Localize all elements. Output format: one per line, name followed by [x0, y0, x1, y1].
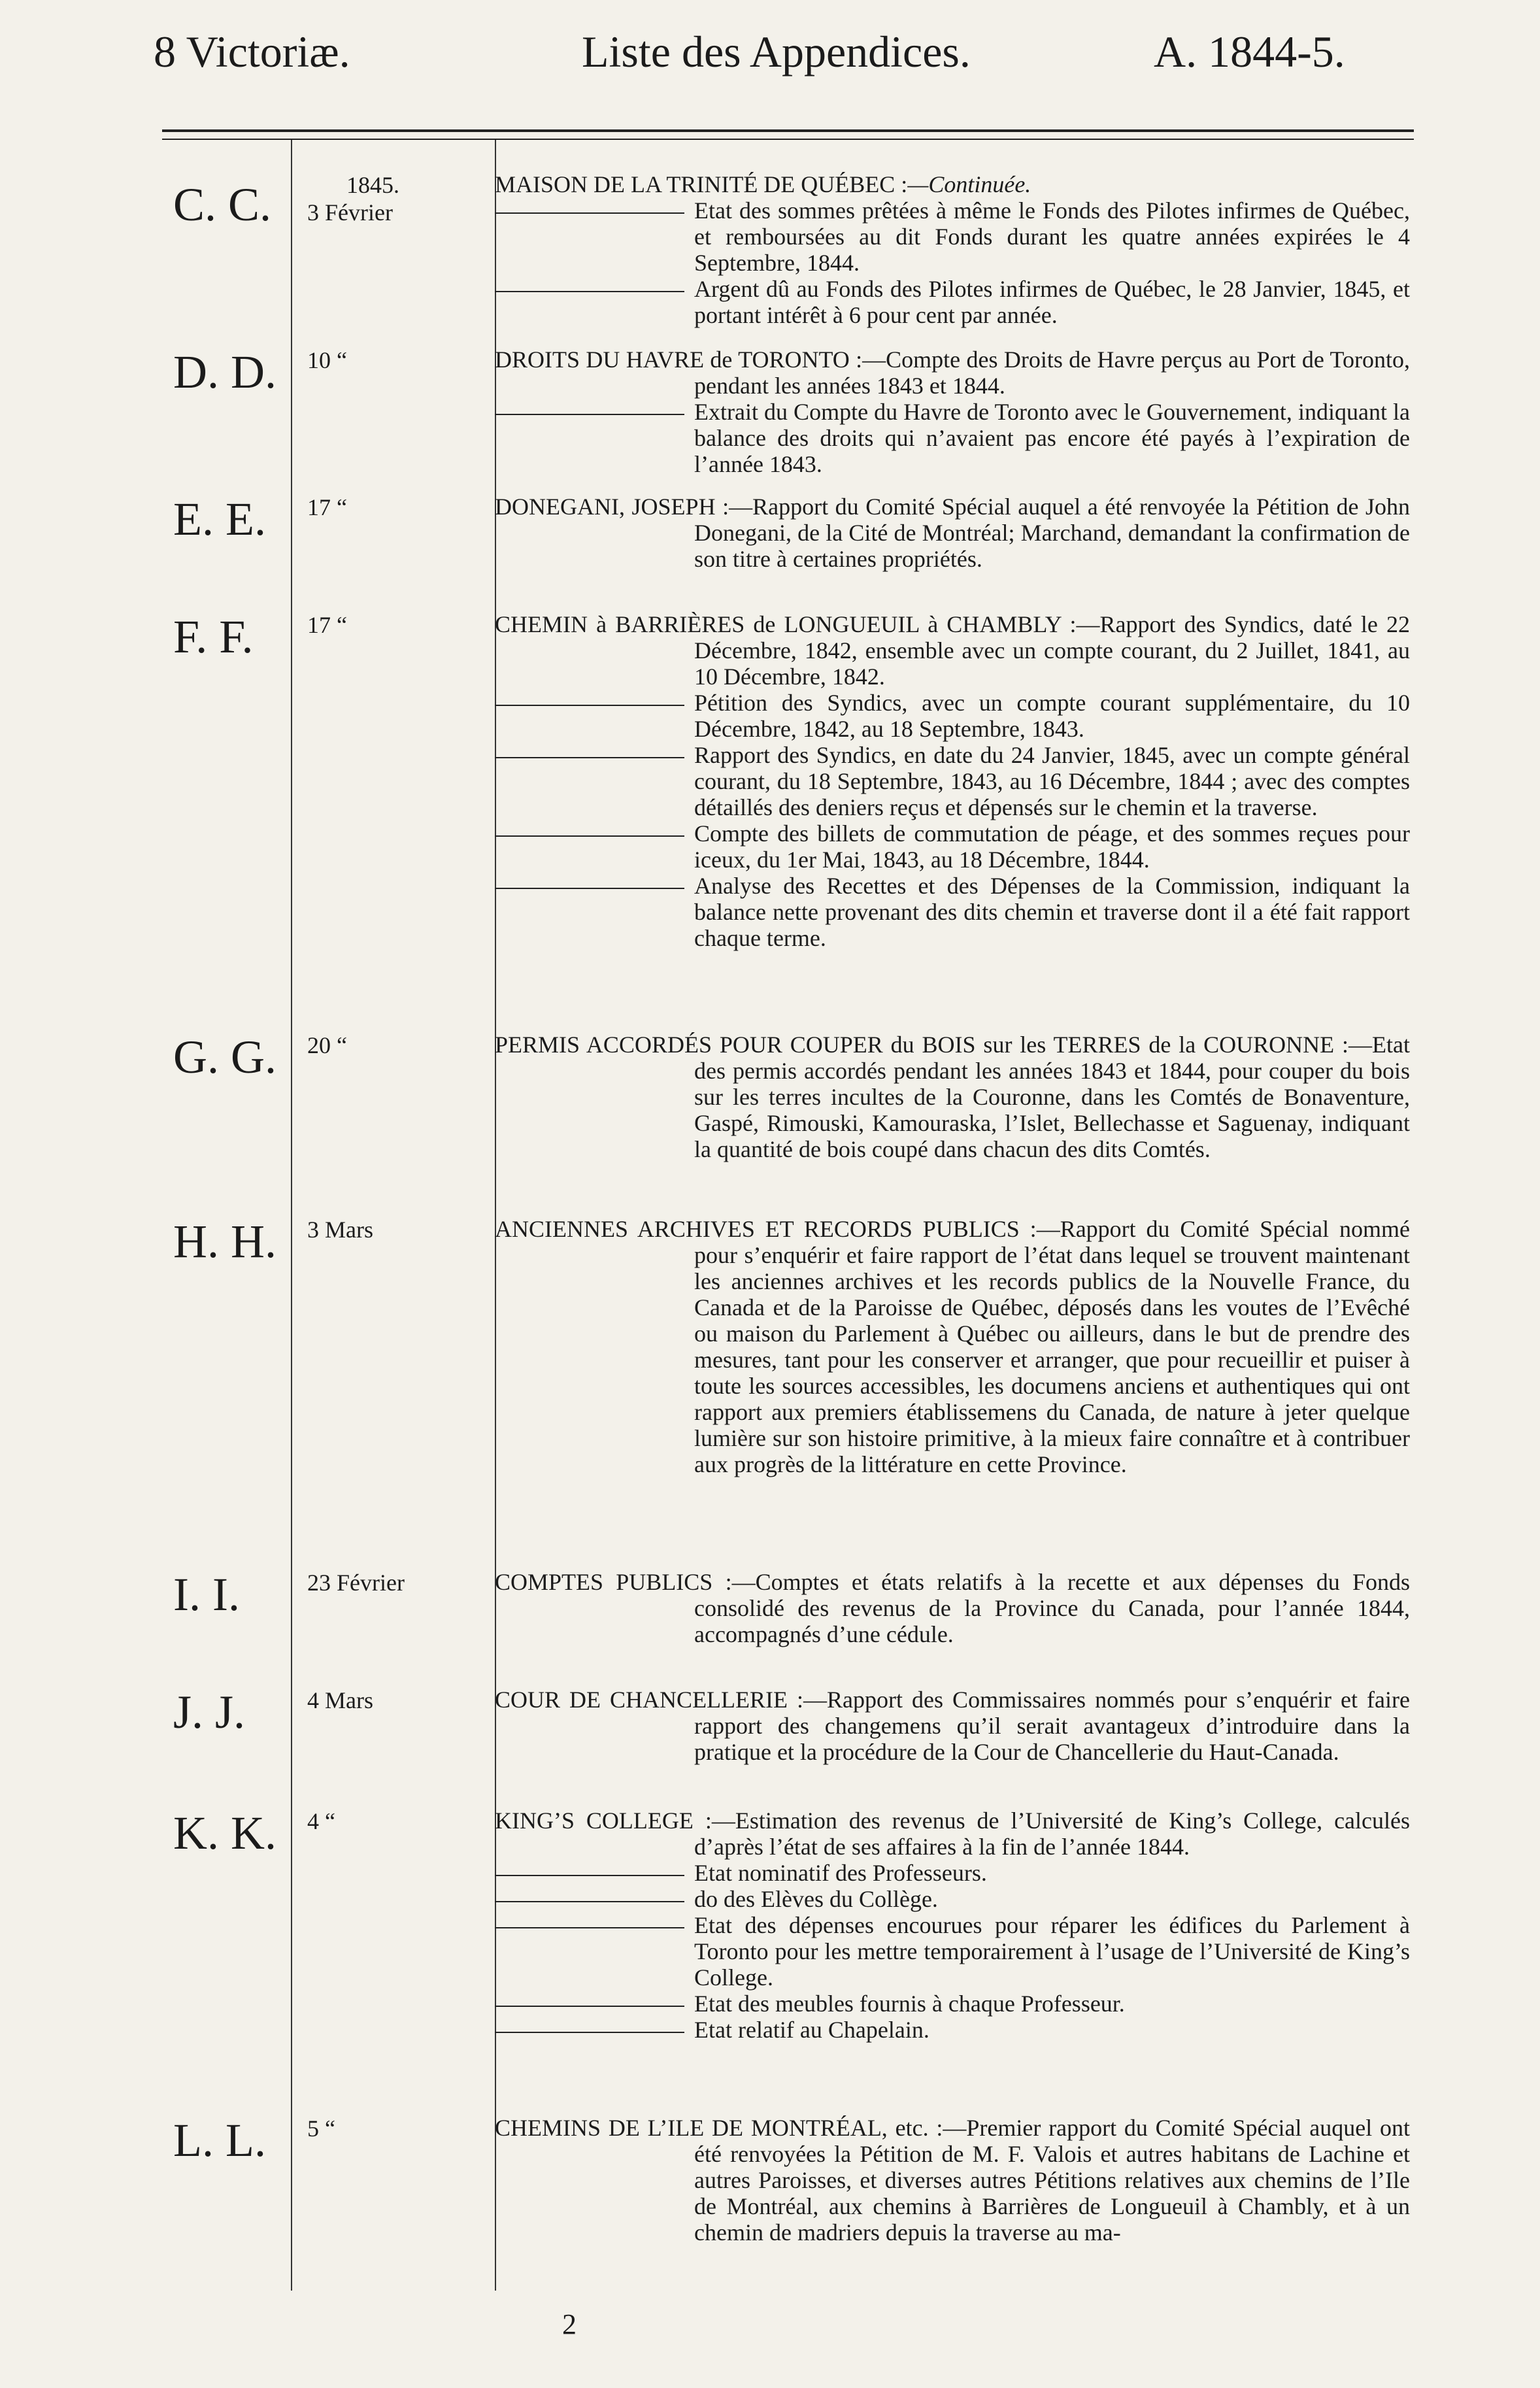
appendix-date-text: 10 “ [307, 347, 347, 373]
appendix-title: KING’S COLLEGE : [495, 1808, 712, 1834]
appendix-title: ANCIENNES ARCHIVES ET RECORDS PUBLICS : [495, 1216, 1037, 1242]
appendix-sub-item [495, 197, 1410, 276]
appendix-description [495, 171, 1410, 328]
appendix-title: MAISON DE LA TRINITÉ DE QUÉBEC : [495, 171, 908, 197]
appendix-date [307, 611, 490, 639]
appendix-sub-text: Extrait du Compte du Havre de Toronto avec le Gouvernement, indiquant la balance des droits qui n’avaient pas encore été payés à l’expiration de l’année 1843. [694, 399, 1410, 477]
appendix-lead [495, 1687, 1410, 1765]
appendix-description [495, 2115, 1410, 2245]
appendix-date-text: 20 “ [307, 1032, 347, 1058]
ditto-rule [495, 212, 684, 214]
appendix-date-text: 23 Février [307, 1570, 405, 1596]
appendix-description [495, 611, 1410, 951]
appendix-code: C. C. [173, 178, 272, 231]
header-year: A. 1844-5. [1154, 27, 1345, 76]
appendix-description [495, 1216, 1410, 1477]
appendix-sub-text: Etat relatif au Chapelain. [694, 2017, 929, 2043]
ditto-rule [495, 414, 684, 415]
appendix-date-text: 17 “ [307, 494, 347, 520]
appendix-text: —Continuée. [907, 171, 1031, 197]
appendix-date [307, 1808, 490, 1835]
appendix-code: J. J. [173, 1686, 246, 1738]
appendix-code: F. F. [173, 611, 254, 663]
appendix-title: CHEMIN à BARRIÈRES de LONGUEUIL à CHAMBLY : [495, 611, 1077, 637]
ditto-rule [495, 2006, 684, 2007]
appendix-year: 1845. [346, 172, 399, 198]
appendix-text: —Etat des permis accordés pendant les années 1843 et 1844, pour couper du bois sur les terres incultes de la Couronne, dans les Comtés de Bonaventure, Gaspé, Rimouski, Kamouraska, l’Islet, Bellechasse et Saguenay, indiquant la quantité de bois coupé dans chacun des dits Comtés. [694, 1032, 1410, 1162]
appendix-sub-text: Etat des meubles fournis à chaque Professeur. [694, 1991, 1125, 2017]
appendix-date [307, 1032, 490, 1059]
appendix-title: COUR DE CHANCELLERIE : [495, 1687, 804, 1713]
appendix-lead [495, 611, 1410, 690]
appendix-code: G. G. [173, 1031, 276, 1083]
appendix-description [495, 1687, 1410, 1765]
ditto-rule [495, 291, 684, 292]
appendix-title: COMPTES PUBLICS : [495, 1569, 732, 1595]
page-header [154, 26, 1428, 92]
appendix-lead [495, 494, 1410, 572]
appendix-description [495, 494, 1410, 572]
ditto-rule [495, 757, 684, 758]
appendix-date-text: 17 “ [307, 612, 347, 638]
ditto-rule [495, 705, 684, 706]
appendix-lead [495, 1216, 1410, 1477]
appendix-sub-item [495, 820, 1410, 873]
header-session: 8 Victoriæ. [154, 27, 350, 76]
ditto-rule [495, 2032, 684, 2033]
appendix-title: DONEGANI, JOSEPH : [495, 494, 729, 520]
appendix-date [307, 1687, 490, 1714]
header-rule [162, 129, 1414, 132]
ditto-rule [495, 1901, 684, 1902]
appendix-lead [495, 346, 1410, 399]
appendix-sub-item [495, 2017, 1410, 2043]
appendix-text: —Compte des Droits de Havre perçus au Port de Toronto, pendant les années 1843 et 1844. [694, 346, 1410, 399]
appendix-lead [495, 171, 1410, 197]
appendix-sub-item [495, 742, 1410, 820]
appendix-date [307, 494, 490, 521]
column-divider-code [291, 140, 292, 2291]
appendix-code: K. K. [173, 1807, 276, 1859]
header-rule-thin [162, 139, 1414, 140]
appendix-date-text: 5 “ [307, 2115, 335, 2142]
appendix-text: —Comptes et états relatifs à la recette et aux dépenses du Fonds consolidé des revenus de la Province du Canada, pour l’année 1844, accompagnés d’une cédule. [694, 1569, 1411, 1647]
ditto-rule [495, 835, 684, 837]
appendix-text: —Rapport du Comité Spécial auquel a été renvoyée la Pétition de John Donegani, de la Cité de Montréal; Marchand, demandant la confirmation de son titre à certaines propriétés. [694, 494, 1410, 572]
appendix-sub-text: Rapport des Syndics, en date du 24 Janvier, 1845, avec un compte général courant, du 18 Septembre, 1843, au 16 Décembre, 1844 ; avec des comptes détaillés des deniers reçus et dépensés sur le chemin et la traverse. [694, 742, 1410, 820]
appendix-sub-text: Etat des sommes prêtées à même le Fonds des Pilotes infirmes de Québec, et remboursées au dit Fonds durant les quatre années expirées le 4 Septembre, 1844. [694, 197, 1410, 276]
appendix-description [495, 1032, 1410, 1162]
appendix-code: E. E. [173, 493, 266, 545]
ditto-rule [495, 1875, 684, 1876]
header-title: Liste des Appendices. [582, 27, 971, 76]
appendix-text: —Premier rapport du Comité Spécial auquel ont été renvoyées la Pétition de M. F. Valois et autres habitans de Lachine et autres Paroisses, et diverses autres Pétitions relatives aux chemins de l’Ile de Montréal, aux chemins à Barrières de Longueuil à Chambly, et à un chemin de madriers depuis la traverse au ma- [694, 2115, 1410, 2245]
appendix-sub-item [495, 399, 1410, 477]
appendix-date-text: 4 Mars [307, 1687, 373, 1713]
appendix-code: I. I. [173, 1568, 240, 1621]
appendix-sub-text: Etat nominatif des Professeurs. [694, 1860, 987, 1886]
appendix-sub-item [495, 1912, 1410, 1991]
appendix-code: H. H. [173, 1215, 276, 1268]
appendix-lead [495, 1808, 1410, 1860]
page-number: 2 [562, 2308, 577, 2340]
appendix-lead [495, 2115, 1410, 2245]
appendix-code: D. D. [173, 346, 276, 398]
appendix-title: PERMIS ACCORDÉS POUR COUPER du BOIS sur les TERRES de la COURONNE : [495, 1032, 1349, 1058]
appendix-title: DROITS DU HAVRE de TORONTO : [495, 346, 863, 373]
appendix-sub-item [495, 1991, 1410, 2017]
appendix-title: CHEMINS DE L’ILE DE MONTRÉAL, etc. : [495, 2115, 943, 2141]
appendix-date-text: 4 “ [307, 1808, 335, 1834]
appendix-sub-item [495, 690, 1410, 742]
appendix-date [307, 2115, 490, 2142]
appendix-date-text: 3 Février [307, 199, 393, 226]
appendix-sub-item [495, 1886, 1410, 1912]
appendix-sub-item [495, 1860, 1410, 1886]
ditto-rule [495, 888, 684, 889]
appendix-sub-text: do des Elèves du Collège. [694, 1886, 938, 1912]
appendix-date [307, 346, 490, 374]
appendix-description [495, 1569, 1410, 1647]
appendix-date-text: 3 Mars [307, 1217, 373, 1243]
appendix-text: —Rapport du Comité Spécial nommé pour s’enquérir et faire rapport de l’état dans lequel se trouvent maintenant les anciennes archives et les records publics de la Nouvelle France, du Canada et de la Paroisse de Québec, déposés dans les voutes de l’Evêché ou maison du Parlement à Québec ou ailleurs, dans le but de prendre des mesures, tant pour les conserver et arranger, que pour recueillir et puiser à toute les sources accessibles, les documens anciens et authentiques qui ont rapport aux premiers établissemens du Canada, de nature à jeter quelque lumière sur son histoire primitive, à la mieux faire connaître et à contribuer aux progrès de la littérature en cette Province. [694, 1216, 1410, 1477]
appendix-date [307, 171, 490, 226]
appendix-sub-text: Argent dû au Fonds des Pilotes infirmes de Québec, le 28 Janvier, 1845, et portant intérêt à 6 pour cent par année. [694, 276, 1410, 328]
appendix-text: —Rapport des Syndics, daté le 22 Décembre, 1842, ensemble avec un compte courant, du 2 Juillet, 1841, au 10 Décembre, 1842. [694, 611, 1410, 690]
appendix-date [307, 1216, 490, 1243]
appendix-sub-text: Compte des billets de commutation de péage, et des sommes reçues pour iceux, du 1er Mai, 1843, au 18 Décembre, 1844. [694, 820, 1410, 873]
appendix-sub-item [495, 276, 1410, 328]
appendix-sub-text: Etat des dépenses encourues pour réparer les édifices du Parlement à Toronto pour les mettre temporairement à l’usage de l’Université de King’s College. [694, 1912, 1410, 1991]
appendix-text: —Rapport des Commissaires nommés pour s’enquérir et faire rapport des changemens qu’il serait avantageux d’introduire dans la pratique et la procédure de la Cour de Chancellerie du Haut-Canada. [694, 1687, 1410, 1765]
appendix-sub-text: Analyse des Recettes et des Dépenses de la Commission, indiquant la balance nette provenant des dits chemin et traverse dont il a été fait rapport chaque terme. [694, 873, 1410, 951]
appendix-description [495, 1808, 1410, 2043]
ditto-rule [495, 1927, 684, 1928]
appendix-sub-item [495, 873, 1410, 951]
appendix-text: —Estimation des revenus de l’Université de King’s College, calculés d’après l’état de ses affaires à la fin de l’année 1844. [694, 1808, 1411, 1860]
appendix-lead [495, 1032, 1410, 1162]
appendix-sub-text: Pétition des Syndics, avec un compte courant supplémentaire, du 10 Décembre, 1842, au 18 Septembre, 1843. [694, 690, 1410, 742]
appendix-description [495, 346, 1410, 477]
appendix-code: L. L. [173, 2114, 266, 2166]
appendix-lead [495, 1569, 1410, 1647]
appendix-date [307, 1569, 490, 1596]
